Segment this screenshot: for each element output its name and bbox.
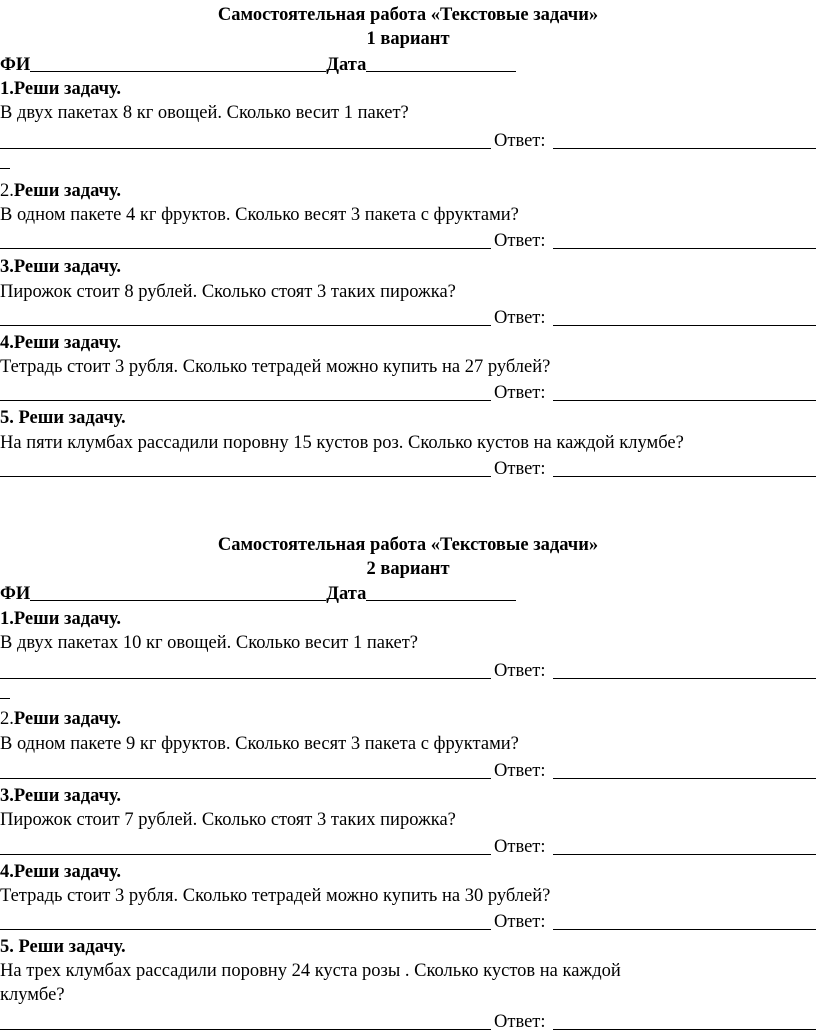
answer-label: Ответ:: [494, 231, 546, 251]
task-heading-text: Реши задачу.: [13, 862, 122, 882]
solution-rule: [0, 325, 491, 326]
solution-rule: [0, 248, 491, 249]
task-heading: [0, 863, 121, 882]
task-number: 1.: [0, 79, 14, 99]
solution-rule: [0, 678, 491, 679]
task-text: В одном пакете 9 кг фруктов. Сколько весят 3 пакета с фруктами?: [0, 734, 519, 754]
answer-line[interactable]: [0, 229, 816, 249]
answer-line[interactable]: [0, 381, 816, 401]
name-label: ФИ: [0, 584, 31, 604]
task-number: 2.: [0, 181, 14, 201]
task-heading: [0, 80, 121, 99]
variant-label: 2 вариант: [366, 559, 450, 579]
task-number: 5.: [0, 937, 19, 957]
solution-rule: [0, 854, 491, 855]
date-label: Дата: [326, 584, 367, 604]
answer-line[interactable]: [0, 835, 816, 855]
solution-rule: [0, 476, 491, 477]
name-label: ФИ: [0, 55, 31, 75]
solution-rule: [0, 400, 491, 401]
task-text: На пяти клумбах рассадили поровну 15 кустов роз. Сколько кустов на каждой клумбе?: [0, 433, 684, 453]
solution-rule: [0, 778, 491, 779]
task-number: 1.: [0, 609, 14, 629]
task-heading: [0, 258, 121, 277]
task-heading: [0, 787, 121, 806]
answer-line[interactable]: [0, 1010, 816, 1030]
name-date-row: [0, 56, 516, 75]
answer-label: Ответ:: [494, 308, 546, 328]
answer-rule: [553, 148, 816, 149]
answer-label: Ответ:: [494, 761, 546, 781]
solution-rule: [0, 148, 491, 149]
task-text: Тетрадь стоит 3 рубля. Сколько тетрадей можно купить на 30 рублей?: [0, 886, 551, 906]
task-text: Пирожок стоит 7 рублей. Сколько стоят 3 таких пирожка?: [0, 810, 456, 830]
answer-rule: [553, 325, 816, 326]
short-rule: [0, 698, 10, 699]
answer-label: Ответ:: [494, 837, 546, 857]
task-heading-text: Реши задачу.: [18, 408, 126, 428]
answer-rule: [553, 929, 816, 930]
task-heading-text: Реши задачу.: [13, 181, 122, 201]
name-blank[interactable]: [30, 57, 326, 72]
name-blank[interactable]: [30, 586, 326, 601]
task-text: Пирожок стоит 8 рублей. Сколько стоят 3 таких пирожка?: [0, 282, 456, 302]
answer-line[interactable]: [0, 457, 816, 477]
answer-line[interactable]: [0, 659, 816, 679]
task-heading: [0, 182, 121, 201]
task-number: 4.: [0, 862, 14, 882]
task-heading: [0, 409, 126, 428]
task-heading-text: Реши задачу.: [13, 257, 122, 277]
task-text: Тетрадь стоит 3 рубля. Сколько тетрадей можно купить на 27 рублей?: [0, 357, 551, 377]
variant-label: 1 вариант: [366, 29, 450, 49]
task-number: 3.: [0, 257, 14, 277]
answer-rule: [553, 248, 816, 249]
short-rule: [0, 168, 10, 169]
task-number: 2.: [0, 709, 14, 729]
answer-line[interactable]: [0, 306, 816, 326]
task-text: В двух пакетах 8 кг овощей. Сколько весит 1 пакет?: [0, 103, 409, 123]
answer-rule: [553, 400, 816, 401]
answer-rule: [553, 778, 816, 779]
task-heading: [0, 710, 121, 729]
task-heading-text: Реши задачу.: [18, 937, 126, 957]
task-text: В двух пакетах 10 кг овощей. Сколько весит 1 пакет?: [0, 633, 419, 653]
task-text: На трех клумбах рассадили поровну 24 куста розы . Сколько кустов на каждой: [0, 961, 621, 981]
task-heading-text: Реши задачу.: [13, 609, 122, 629]
task-heading: [0, 610, 121, 629]
worksheet-title: Самостоятельная работа «Текстовые задачи»: [217, 5, 599, 25]
task-text: В одном пакете 4 кг фруктов. Сколько весят 3 пакета с фруктами?: [0, 205, 519, 225]
task-number: 4.: [0, 333, 14, 353]
task-number: 3.: [0, 786, 14, 806]
date-label: Дата: [326, 55, 367, 75]
task-heading: [0, 334, 121, 353]
solution-rule: [0, 929, 491, 930]
task-heading-text: Реши задачу.: [13, 786, 122, 806]
answer-rule: [553, 854, 816, 855]
answer-label: Ответ:: [494, 912, 546, 932]
answer-line[interactable]: [0, 759, 816, 779]
answer-line[interactable]: [0, 129, 816, 149]
answer-label: Ответ:: [494, 661, 546, 681]
solution-rule: [0, 1029, 491, 1030]
answer-label: Ответ:: [494, 131, 546, 151]
date-blank[interactable]: [366, 57, 516, 72]
answer-rule: [553, 1029, 816, 1030]
answer-line[interactable]: [0, 910, 816, 930]
answer-label: Ответ:: [494, 1012, 546, 1032]
task-heading-text: Реши задачу.: [13, 333, 122, 353]
name-date-row: [0, 585, 516, 604]
answer-label: Ответ:: [494, 459, 546, 479]
task-heading-text: Реши задачу.: [13, 709, 122, 729]
answer-label: Ответ:: [494, 383, 546, 403]
task-text: клумбе?: [0, 985, 65, 1005]
task-heading-text: Реши задачу.: [13, 79, 122, 99]
date-blank[interactable]: [366, 586, 516, 601]
answer-rule: [553, 476, 816, 477]
task-heading: [0, 938, 126, 957]
worksheet-title: Самостоятельная работа «Текстовые задачи»: [217, 535, 599, 555]
task-number: 5.: [0, 408, 19, 428]
answer-rule: [553, 678, 816, 679]
